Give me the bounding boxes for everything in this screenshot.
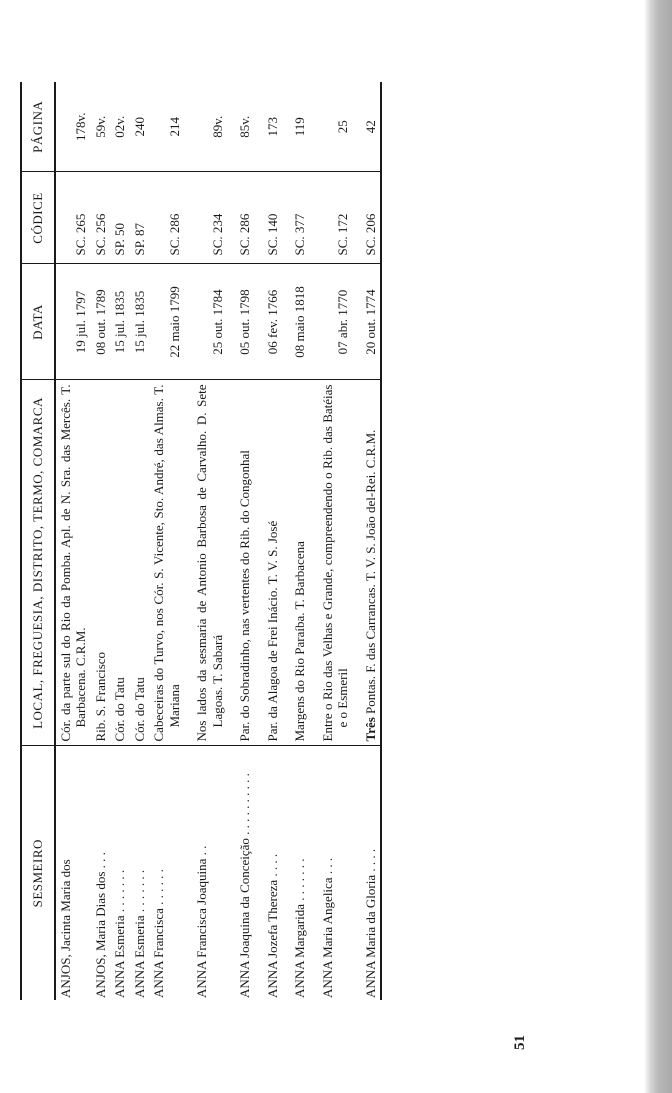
semeiro-cell: ANJOS, Maria Dias dos . . .: [92, 852, 108, 998]
codice-cell: SC. 234: [192, 172, 227, 264]
semeiro-cell: ANNA Francisca Joaquina . .: [194, 845, 209, 998]
local-cell: Cór. do Tatu: [130, 380, 150, 746]
semeiro-cell: ANNA Francisca . . . . . .: [151, 869, 166, 998]
page-number: 51: [512, 1035, 528, 1050]
local-cell: Nos lados da sesmaria de Antonio Barbosa de Carvalho. D. Sete Lagoas. T. Sabará: [192, 380, 227, 746]
semeiro-cell: ANNA Maria Angelica . . .: [319, 857, 335, 998]
local-cell: Entre o Rio das Velhas e Grande, compreendendo o Rib. das Batéias e o Esmeril: [318, 380, 353, 746]
codice-cell: SP. 87: [130, 172, 150, 264]
semeiro-cell: ANNA Esmeria . . . . . . .: [131, 869, 147, 998]
data-cell: 07 abr. 1770: [318, 264, 353, 380]
table-row: [235, 82, 255, 1000]
table-row: [263, 82, 283, 1000]
local-cell: Cór. do Tatu: [110, 380, 130, 746]
header-pagina: PÁGINA: [21, 82, 55, 172]
codice-cell: SC. 256: [91, 172, 111, 264]
pagina-cell: 85v.: [235, 82, 255, 172]
pagina-cell: 25: [318, 82, 353, 172]
data-cell: 20 out. 1774: [361, 264, 382, 380]
table-row: [192, 82, 227, 1000]
header-local: LOCAL, FREGUESIA, DISTRITO, TERMO, COMARCA: [21, 380, 55, 746]
sesmarias-table: [20, 82, 382, 1000]
local-cell: Par. da Alagoa de Frei Inácio. T. V. S. José: [263, 380, 283, 746]
table-row: [110, 82, 130, 1000]
table-row: [318, 82, 353, 1000]
semeiro-cell: ANJOS, Jacinta Maria dos: [57, 859, 73, 998]
semeiro-cell: ANNA Maria da Gloria . . . .: [362, 848, 378, 998]
pagina-cell: 119: [290, 82, 310, 172]
local-cell: Cabeceiras do Turvo, nos Cór. S. Vicente, Sto. André, das Almas. T. Mariana: [149, 380, 184, 746]
codice-cell: SC. 206: [361, 172, 382, 264]
pagina-cell: 59v.: [91, 82, 111, 172]
sesmarias-table-rotated: [20, 82, 547, 1000]
data-cell: 15 jul. 1835: [110, 264, 130, 380]
local-bold-word: Três: [362, 717, 378, 742]
header-data: DATA: [21, 264, 55, 380]
table-row: [149, 82, 184, 1000]
semeiro-cell: ANNA Joaquina da Conceição . . . . . . . . . .: [237, 773, 252, 998]
page-edge-shadow: [644, 0, 672, 1093]
codice-cell: SC. 265: [55, 172, 91, 264]
semeiro-cell: ANNA Margarida . . . . . . .: [292, 858, 307, 998]
codice-cell: SC. 286: [235, 172, 255, 264]
data-cell: 19 jul. 1797: [55, 264, 91, 380]
table-row: [130, 82, 150, 1000]
header-semeiro: SESMEIRO: [30, 839, 45, 908]
pagina-cell: 178v.: [55, 82, 91, 172]
local-cell: Par. do Sobradinho, nas vertentes do Rib. do Congonhal: [235, 380, 255, 746]
local-cell: Cór. da parte sul do Rio da Pomba. Apl. de N. Sra. das Mercês. T. Barbacena. C.R.M.: [55, 380, 91, 746]
table-row: [91, 82, 111, 1000]
pagina-cell: 89v.: [192, 82, 227, 172]
data-cell: 22 maio 1799: [149, 264, 184, 380]
data-cell: 06 fev. 1766: [263, 264, 283, 380]
data-cell: 15 jul. 1835: [130, 264, 150, 380]
pagina-cell: 02v.: [110, 82, 130, 172]
semeiro-cell: ANNA Esmeria . . . . . . .: [112, 869, 127, 998]
local-cell: Rib. S. Francisco: [91, 380, 111, 746]
codice-cell: SC. 172: [318, 172, 353, 264]
pagina-cell: 240: [130, 82, 150, 172]
pagina-cell: 42: [361, 82, 382, 172]
pagina-cell: 173: [263, 82, 283, 172]
codice-cell: SC. 140: [263, 172, 283, 264]
codice-cell: SP. 50: [110, 172, 130, 264]
data-cell: 08 maio 1818: [290, 264, 310, 380]
table-header-row: [21, 82, 55, 1000]
local-cell: Três Pontas. F. das Carrancas. T. V. S. João del-Rei. C.R.M.: [361, 380, 382, 746]
codice-cell: SC. 377: [290, 172, 310, 264]
local-cell: Margens do Rio Paraíba. T. Barbacena: [290, 380, 310, 746]
data-cell: 25 out. 1784: [192, 264, 227, 380]
table-row: [290, 82, 310, 1000]
semeiro-cell: ANNA Jozefa Thereza . . . .: [264, 853, 280, 998]
pagina-cell: 214: [149, 82, 184, 172]
codice-cell: SC. 286: [149, 172, 184, 264]
table-row: [361, 82, 382, 1000]
header-codice: CÓDICE: [21, 172, 55, 264]
table-row: [55, 82, 91, 1000]
data-cell: 05 out. 1798: [235, 264, 255, 380]
data-cell: 08 out. 1789: [91, 264, 111, 380]
